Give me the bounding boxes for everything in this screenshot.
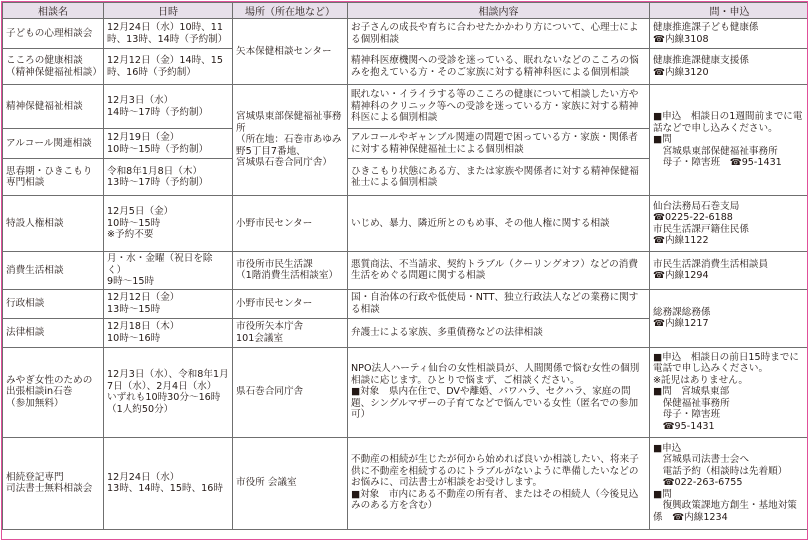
consultation-contact: ■申込 相談日の1週間前までに電話などで申し込みください。 ■問 宮城県東部保健福祉事務所 母子・障害班 ☎95-1431 [650,85,809,196]
consultation-table [2,2,808,530]
consultation-contact: 総務課総務係 ☎内線1217 [650,289,809,347]
consultation-place: 小野市民センター [233,196,348,252]
consultation-datetime: 12月18日（木） 10時～16時 [104,318,233,347]
consultation-datetime: 12月24日（水）10時、11時、13時、14時（予約制） [104,19,233,49]
table-header-row [3,3,809,19]
consultation-datetime: 12月3日（水）、令和8年1月7日（水）、2月4日（水） いずれも10時30分～16時（1人約50分） [104,347,233,437]
consultation-schedule [1,1,808,540]
consultation-place: 市役所 会議室 [233,437,348,529]
consultation-datetime: 12月5日（金） 10時～15時 ※予約不要 [104,196,233,252]
table-row [3,85,809,129]
table-row [3,49,809,85]
consultation-contact: 健康推進課健康支援係 ☎内線3120 [650,49,809,85]
consultation-datetime: 12月19日（金） 10時～15時（予約制） [104,129,233,159]
consultation-content: お子さんの成長や育ちに合わせたかかわり方について、心理士による個別相談 [348,19,650,49]
consultation-place: 市役所矢本庁舎 101会議室 [233,318,348,347]
consultation-name: 思春期・ひきこもり 専門相談 [3,159,104,196]
consultation-datetime: 令和8年1月8日（木） 13時～17時（予約制） [104,159,233,196]
consultation-datetime: 12月12日（金） 13時～15時 [104,289,233,318]
header-datetime: 日時 [104,3,233,19]
consultation-content: いじめ、暴力、隣近所とのもめ事、その他人権に関する相談 [348,196,650,252]
table-row [3,19,809,49]
consultation-contact: 健康推進課子ども健康係 ☎内線3108 [650,19,809,49]
header-place: 場所（所在地など） [233,3,348,19]
consultation-name: アルコール関連相談 [3,129,104,159]
table-row [3,289,809,318]
consultation-place: 市役所市民生活課 （1階消費生活相談室） [233,252,348,290]
consultation-contact: 市民生活課消費生活相談員 ☎内線1294 [650,252,809,290]
consultation-name: 精神保健福祉相談 [3,85,104,129]
consultation-content: 精神科医療機関への受診を迷っている、眠れないなどのこころの悩みを抱えている方・そのご家族に対する精神科医による個別相談 [348,49,650,85]
consultation-contact: ■申込 宮城県司法書士会へ 電話予約（相談時は先着順） ☎022-263-6755 ■問 復興政策課地方創生・基地対策係 ☎内線1234 [650,437,809,529]
consultation-name: 相続登記専門 司法書士無料相談会 [3,437,104,529]
consultation-datetime: 12月3日（水） 14時～17時（予約制） [104,85,233,129]
table-row [3,252,809,290]
consultation-name: こころの健康相談 （精神保健福祉相談） [3,49,104,85]
consultation-name: 法律相談 [3,318,104,347]
consultation-name: みやぎ女性のための出張相談in石巻 （参加無料） [3,347,104,437]
consultation-datetime: 12月24日（水） 13時、14時、15時、16時 [104,437,233,529]
consultation-name: 子どもの心理相談会 [3,19,104,49]
consultation-datetime: 月・水・金曜（祝日を除く） 9時～15時 [104,252,233,290]
consultation-datetime: 12月12日（金）14時、15時、16時（予約制） [104,49,233,85]
consultation-content: NPO法人ハーティ仙台の女性相談員が、人間関係で悩む女性の個別相談に応じます。ひとりで悩まず、ご相談ください。 ■対象 県内在住で、DVや離婚、パワハラ、セクハラ、家庭の問題、シングルマザーの子育てなどで悩んでいる女性（匿名での参加可） [348,347,650,437]
consultation-name: 消費生活相談 [3,252,104,290]
consultation-content: 弁護士による家族、多重債務などの法律相談 [348,318,650,347]
consultation-place: 宮城県東部保健福祉事務所 （所在地：石巻市あゆみ野5丁目7番地、 宮城県石巻合同庁舎） [233,85,348,196]
consultation-contact: ■申込 相談日の前日15時までに電話で申し込みください。 ※託児はありません。 ■問 宮城県東部 保健福祉事務所 母子・障害班 ☎95-1431 [650,347,809,437]
header-content: 相談内容 [348,3,650,19]
consultation-content: 悪質商法、不当請求、契約トラブル（クーリングオフ）などの消費生活をめぐる問題に関する相談 [348,252,650,290]
consultation-contact: 仙台法務局石巻支局 ☎0225-22-6188 市民生活課戸籍住民係 ☎内線1122 [650,196,809,252]
header-contact: 問・申込 [650,3,809,19]
consultation-place: 県石巻合同庁舎 [233,347,348,437]
consultation-content: 国・自治体の行政や低使局・NTT、独立行政法人などの業務に関する相談 [348,289,650,318]
table-row [3,437,809,529]
consultation-name: 行政相談 [3,289,104,318]
consultation-content: アルコールやギャンブル関連の問題で困っている方・家族・関係者に対する精神保健福祉士による個別相談 [348,129,650,159]
consultation-place: 矢本保健相談センター [233,19,348,85]
consultation-name: 特設人権相談 [3,196,104,252]
table-row [3,347,809,437]
table-row [3,196,809,252]
header-consultation-name: 相談名 [3,3,104,19]
consultation-place: 小野市民センター [233,289,348,318]
consultation-content: ひきこもり状態にある方、または家族や関係者に対する精神保健福祉士による個別相談 [348,159,650,196]
consultation-content: 眠れない・イライラする等のこころの健康について相談したい方や精神科のクリニック等への受診を迷っている方・家族に対する精神科医による個別相談 [348,85,650,129]
consultation-content: 不動産の相続が生じたが何から始めれば良いか相談したい、将来子供に不動産を相続するのにトラブルがないように準備したいなどのお悩みに、司法書士が相談をお受けします。 ■対象 市内にある不動産の所有者、またはその相続人（今後見込みのある方を含む） [348,437,650,529]
